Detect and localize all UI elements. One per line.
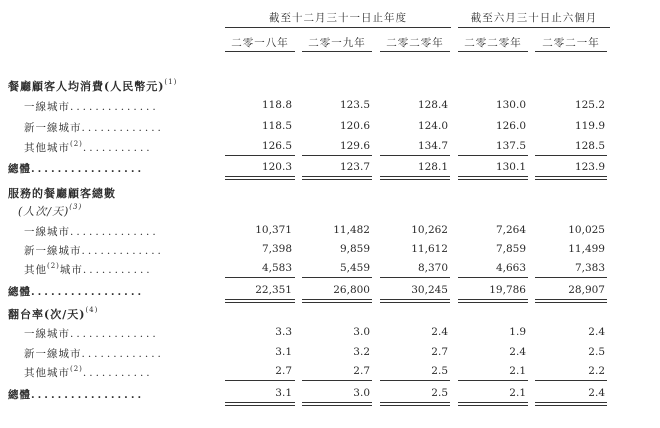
value-cell: 10,262 xyxy=(411,224,448,236)
total-double-rule xyxy=(458,176,528,180)
subtotal-rule xyxy=(225,155,295,156)
value-cell: 4,583 xyxy=(261,262,292,274)
total-value-cell: 30,245 xyxy=(411,284,448,296)
subtotal-rule xyxy=(380,155,450,156)
subtotal-rule xyxy=(225,380,295,381)
footnote-marker: (4) xyxy=(85,306,99,314)
value-cell: 2.5 xyxy=(431,365,448,377)
total-value-cell: 128.1 xyxy=(417,161,448,173)
subtotal-rule xyxy=(535,380,607,381)
total-value-cell: 2.1 xyxy=(509,387,526,399)
total-double-rule xyxy=(380,176,450,180)
row-label-tier1 xyxy=(24,326,159,341)
column-header-rule xyxy=(458,51,528,52)
row-label-text: 一線城市 xyxy=(24,101,70,113)
leader-dots: ................. xyxy=(31,286,145,298)
row-label-text: 新一線城市 xyxy=(24,245,82,257)
section-title-text: 翻台率(次/天) xyxy=(8,308,86,321)
footnote-marker: (2) xyxy=(70,140,83,148)
total-value-cell: 2.4 xyxy=(588,387,605,399)
value-cell: 119.9 xyxy=(574,120,605,132)
value-cell: 11,612 xyxy=(411,243,448,255)
value-cell: 3.2 xyxy=(353,346,370,358)
value-cell: 124.0 xyxy=(417,120,448,132)
total-double-rule xyxy=(535,299,607,303)
subtotal-rule xyxy=(302,277,372,278)
value-cell: 126.5 xyxy=(261,140,292,152)
total-double-rule xyxy=(225,299,295,303)
row-label-text: 其他 xyxy=(24,264,47,276)
column-header-2021-h1: 二零二一年 xyxy=(542,37,600,49)
value-cell: 8,370 xyxy=(417,262,448,274)
row-label-total xyxy=(8,161,144,176)
section-title-text: 餐廳顧客人均消費(人民幣元) xyxy=(8,80,165,93)
leader-dots: ............. xyxy=(81,348,164,360)
value-cell: 2.7 xyxy=(275,365,292,377)
column-header-rule xyxy=(380,51,450,52)
total-double-rule xyxy=(535,402,607,406)
total-value-cell: 3.0 xyxy=(353,387,370,399)
subtotal-rule xyxy=(535,155,607,156)
total-value-cell: 3.1 xyxy=(275,387,292,399)
column-header-2019: 二零一九年 xyxy=(308,37,366,49)
total-double-rule xyxy=(302,299,372,303)
row-label-text: 一線城市 xyxy=(24,226,70,238)
total-value-cell: 123.9 xyxy=(574,161,605,173)
footnote-marker: (2) xyxy=(70,365,83,373)
row-label-tier1 xyxy=(24,99,159,114)
value-cell: 2.5 xyxy=(588,346,605,358)
total-value-cell: 26,800 xyxy=(333,284,370,296)
total-double-rule xyxy=(458,402,528,406)
column-header-2020: 二零二零年 xyxy=(386,37,444,49)
total-value-cell: 2.5 xyxy=(431,387,448,399)
total-double-rule xyxy=(380,299,450,303)
value-cell: 2.2 xyxy=(588,365,605,377)
total-double-rule xyxy=(380,402,450,406)
value-cell: 125.2 xyxy=(574,99,605,111)
value-cell: 126.0 xyxy=(495,120,526,132)
leader-dots: .............. xyxy=(70,226,159,238)
value-cell: 123.5 xyxy=(339,99,370,111)
subtotal-rule xyxy=(458,155,528,156)
leader-dots: .............. xyxy=(70,328,159,340)
value-cell: 10,025 xyxy=(568,224,605,236)
section-subtitle-customers-served xyxy=(18,203,82,219)
row-label-text: 總體 xyxy=(8,163,31,175)
value-cell: 134.7 xyxy=(417,140,448,152)
total-double-rule xyxy=(302,402,372,406)
value-cell: 2.1 xyxy=(509,365,526,377)
leader-dots: ........... xyxy=(82,264,153,276)
row-label-other xyxy=(24,140,153,155)
value-cell: 11,482 xyxy=(333,224,370,236)
total-double-rule xyxy=(458,299,528,303)
leader-dots: ................. xyxy=(31,389,145,401)
row-label-text: 城市 xyxy=(59,264,83,276)
value-cell: 137.5 xyxy=(495,140,526,152)
row-label-text: 其他城市 xyxy=(24,367,70,379)
row-label-text: 總體 xyxy=(8,389,31,401)
row-label-new-tier1 xyxy=(24,346,164,361)
header-group-six-months: 截至六月三十日止六個月 xyxy=(470,12,598,24)
row-label-text: 新一線城市 xyxy=(24,348,82,360)
value-cell: 3.1 xyxy=(275,346,292,358)
header-group-six-months-rule xyxy=(458,27,610,28)
total-double-rule xyxy=(225,176,295,180)
value-cell: 7,398 xyxy=(261,243,292,255)
total-double-rule xyxy=(302,176,372,180)
footnote-marker: (3) xyxy=(69,203,83,211)
value-cell: 118.8 xyxy=(261,99,292,111)
row-label-total xyxy=(8,387,144,402)
total-double-rule xyxy=(225,402,295,406)
row-label-other xyxy=(24,365,153,380)
row-label-text: 總體 xyxy=(8,286,31,298)
value-cell: 3.0 xyxy=(353,326,370,338)
value-cell: 2.7 xyxy=(353,365,370,377)
leader-dots: ............. xyxy=(81,122,164,134)
row-label-new-tier1 xyxy=(24,243,164,258)
value-cell: 9,859 xyxy=(339,243,370,255)
header-group-year: 截至十二月三十一日止年度 xyxy=(269,12,407,24)
row-label-total xyxy=(8,284,144,299)
column-header-rule xyxy=(535,51,607,52)
total-double-rule xyxy=(535,176,607,180)
value-cell: 3.3 xyxy=(275,326,292,338)
section-title-text: (人次/天) xyxy=(18,205,70,218)
value-cell: 128.4 xyxy=(417,99,448,111)
total-value-cell: 28,907 xyxy=(568,284,605,296)
value-cell: 4,663 xyxy=(495,262,526,274)
value-cell: 2.4 xyxy=(431,326,448,338)
subtotal-rule xyxy=(225,277,295,278)
section-title-text: 服務的餐廳顧客總數 xyxy=(8,187,116,200)
value-cell: 2.7 xyxy=(431,346,448,358)
row-label-text: 新一線城市 xyxy=(24,122,82,134)
header-group-year-rule xyxy=(225,27,451,28)
subtotal-rule xyxy=(535,277,607,278)
value-cell: 10,371 xyxy=(255,224,292,236)
subtotal-rule xyxy=(302,380,372,381)
value-cell: 5,459 xyxy=(339,262,370,274)
value-cell: 130.0 xyxy=(495,99,526,111)
total-value-cell: 19,786 xyxy=(489,284,526,296)
column-header-rule xyxy=(302,51,372,52)
leader-dots: .............. xyxy=(70,101,159,113)
value-cell: 2.4 xyxy=(588,326,605,338)
row-label-text: 其他城市 xyxy=(24,142,70,154)
value-cell: 11,499 xyxy=(568,243,605,255)
row-label-text: 一線城市 xyxy=(24,328,70,340)
subtotal-rule xyxy=(458,380,528,381)
column-header-2018: 二零一八年 xyxy=(231,37,289,49)
section-title-avg-spending xyxy=(8,78,177,94)
leader-dots: ................. xyxy=(31,163,145,175)
row-label-new-tier1 xyxy=(24,120,164,135)
subtotal-rule xyxy=(302,155,372,156)
leader-dots: ........... xyxy=(82,142,153,154)
value-cell: 7,264 xyxy=(495,224,526,236)
footnote-marker: (1) xyxy=(164,78,178,86)
total-value-cell: 22,351 xyxy=(255,284,292,296)
row-label-tier1 xyxy=(24,224,159,239)
value-cell: 118.5 xyxy=(261,120,292,132)
subtotal-rule xyxy=(458,277,528,278)
total-value-cell: 130.1 xyxy=(495,161,526,173)
leader-dots: ........... xyxy=(82,367,153,379)
subtotal-rule xyxy=(380,380,450,381)
leader-dots: ............. xyxy=(81,245,164,257)
value-cell: 128.5 xyxy=(574,140,605,152)
value-cell: 7,859 xyxy=(495,243,526,255)
value-cell: 129.6 xyxy=(339,140,370,152)
value-cell: 1.9 xyxy=(509,326,526,338)
value-cell: 120.6 xyxy=(339,120,370,132)
footnote-marker: (2) xyxy=(47,262,60,270)
section-title-table-turnover xyxy=(8,306,98,322)
total-value-cell: 120.3 xyxy=(261,161,292,173)
column-header-rule xyxy=(225,51,295,52)
subtotal-rule xyxy=(380,277,450,278)
total-value-cell: 123.7 xyxy=(339,161,370,173)
value-cell: 2.4 xyxy=(509,346,526,358)
row-label-other xyxy=(24,262,153,277)
value-cell: 7,383 xyxy=(574,262,605,274)
section-title-customers-served xyxy=(8,185,116,201)
column-header-2020-h1: 二零二零年 xyxy=(464,37,522,49)
